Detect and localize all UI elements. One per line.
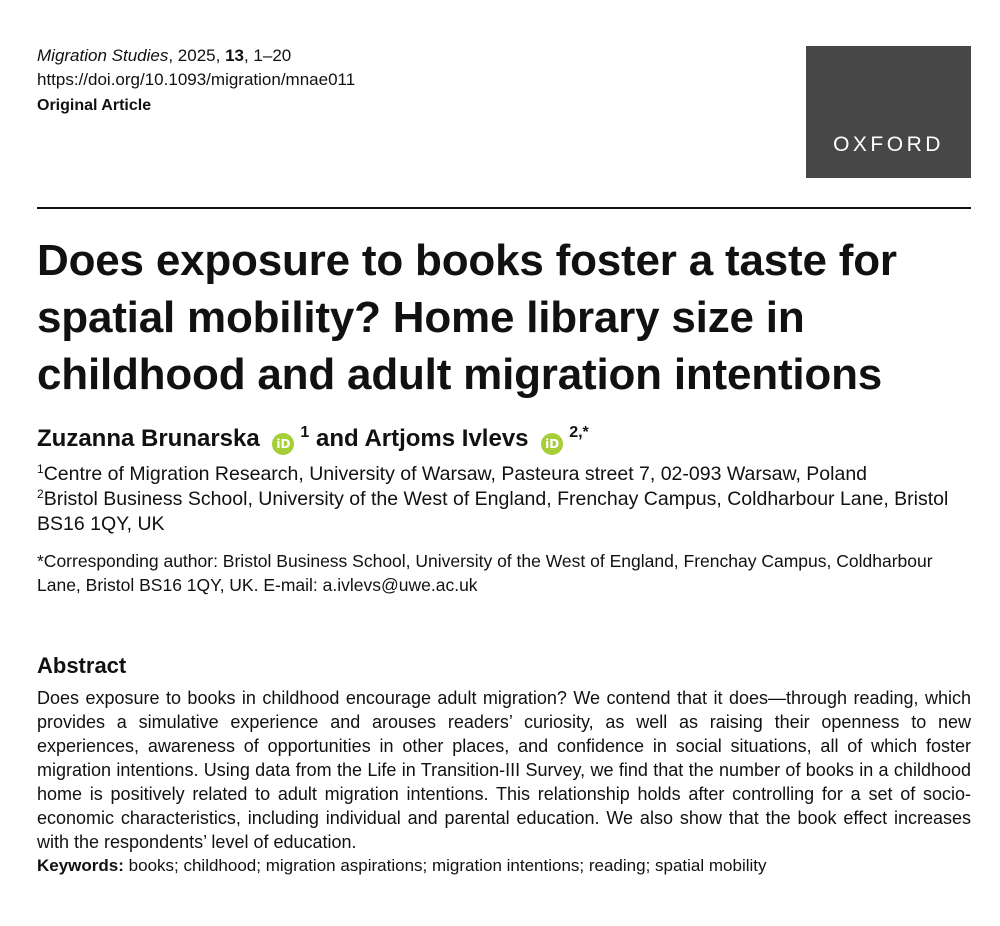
author-joiner: and	[315, 425, 359, 452]
citation-year: , 2025,	[168, 46, 226, 65]
keywords-label: Keywords:	[37, 856, 124, 875]
author-affiliation-marker: 1	[300, 424, 310, 441]
doi-link[interactable]: https://doi.org/10.1093/migration/mnae011	[37, 70, 356, 89]
affiliation-number: 1	[37, 462, 44, 476]
affiliation-text: Bristol Business School, University of the West of England, Frenchay Campus, Coldharbour Lane, Bristol BS16 1QY, UK	[37, 488, 949, 535]
citation-volume: 13	[225, 46, 244, 65]
publisher-logo-text: OXFORD	[833, 133, 944, 156]
article-type: Original Article	[37, 97, 152, 114]
abstract-text: Does exposure to books in childhood encourage adult migration? We contend that it does—through reading, which provides a simulative experience and arouses readers’ curiosity, as well as raising their openness to new experiences, awareness of opportunities in other places, and confidence in social situations, all of which foster migration intentions. Using data from the Life in Transition-III Survey, we find that the number of books in a childhood home is positively related to adult migration intentions. This relationship holds after controlling for a set of socio-economic characteristics, including individual and parental education. We also show that the book effect increases with the respondents’ level of education.	[37, 688, 971, 852]
author-name[interactable]: Zuzanna Brunarska	[37, 425, 260, 452]
orcid-icon[interactable]: iD	[272, 433, 294, 455]
affiliations	[37, 462, 977, 537]
publisher-logo	[806, 46, 971, 178]
keywords-text: books; childhood; migration aspirations; migration intentions; reading; spatial mobility	[128, 856, 767, 875]
author-affiliation-marker: 2,*	[569, 424, 589, 441]
affiliation-item	[37, 462, 977, 487]
article-header	[37, 44, 777, 118]
affiliation-item	[37, 487, 977, 537]
header-divider	[37, 207, 971, 209]
affiliation-text: Centre of Migration Research, University of Warsaw, Pasteura street 7, 02-093 Warsaw, Poland	[43, 463, 868, 485]
author-name[interactable]: Artjoms Ivlevs	[364, 425, 529, 452]
article-title: Does exposure to books foster a taste for spatial mobility? Home library size in childhood and adult migration intentions	[37, 236, 897, 399]
citation-line	[37, 44, 777, 68]
keywords	[37, 854, 971, 878]
affiliation-number: 2	[37, 487, 44, 501]
orcid-icon[interactable]: iD	[541, 433, 563, 455]
journal-name: Migration Studies	[37, 46, 169, 65]
abstract-heading: Abstract	[37, 653, 127, 678]
citation-pages: , 1–20	[243, 46, 292, 65]
author-list	[37, 415, 971, 457]
corresponding-author-note: *Corresponding author: Bristol Business School, University of the West of England, Frenchay Campus, Coldharbour Lane, Bristol BS16 1QY, UK. E-mail: a.ivlevs@uwe.ac.uk	[37, 551, 933, 595]
